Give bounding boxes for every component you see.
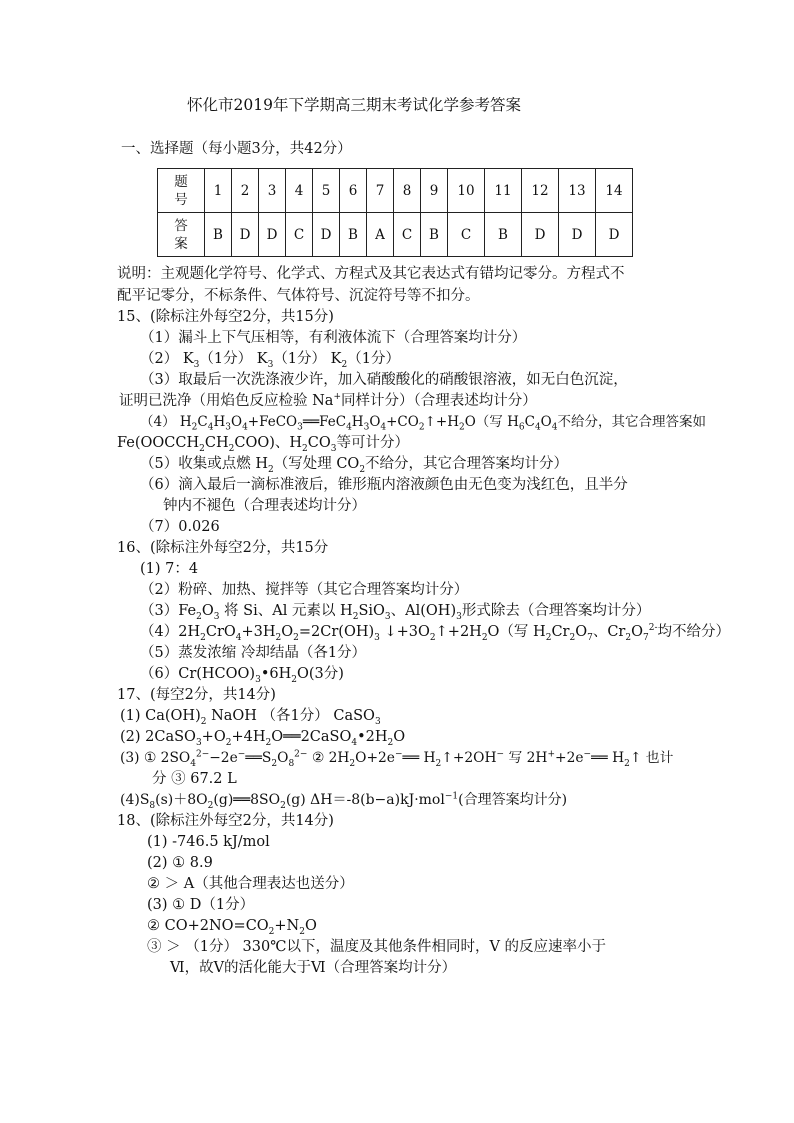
table-cell: 6 [340, 169, 367, 213]
table-header-cell: 题 号 [158, 169, 205, 213]
q16-heading: 16、(除标注外每空2分，共15分 [117, 540, 329, 556]
q15-heading: 15、(除标注外每空2分，共15分) [117, 309, 334, 325]
q16-answer-2: （2）粉碎、加热、搅拌等（其它合理答案均计分） [140, 582, 469, 598]
table-cell: D [313, 213, 340, 257]
table-cell: D [259, 213, 286, 257]
table-row-numbers [158, 169, 633, 213]
table-cell: 5 [313, 169, 340, 213]
q15-answer-4-cont: $Fe(OOCCH_2CH_2COO)$、$H_2CO_3$等可计分） [117, 435, 409, 454]
q16-answer-4: $(4)2H_2CrO_4+3H_2O_2=2Cr(OH)_3$ $↓+3O_2↑+2H_2O$（写 $H_2Cr_2O_7$、$Cr_2O_7^{2-}$均不给分） [140, 623, 730, 643]
table-cell: 11 [485, 169, 522, 213]
note-line: 配平记零分，不标条件、气体符号、沉淀符号等不扣分。 [117, 288, 480, 304]
table-cell: A [367, 213, 394, 257]
q15-answer-7: （7）0.026 [140, 519, 220, 535]
page-title: 怀化市2019年下学期高三期末考试化学参考答案 [187, 96, 521, 114]
q18-answer-3c: ③ ＞ （1分） 330℃以下，温度及其他条件相同时，Ⅴ 的反应速率小于 [147, 939, 607, 955]
table-cell: 3 [259, 169, 286, 213]
table-cell: D [559, 213, 596, 257]
q16-answer-6: $(6)Cr(HCOO)_3•6H_2O(3$分) [140, 666, 344, 685]
table-cell: 14 [596, 169, 633, 213]
table-cell: C [286, 213, 313, 257]
q18-answer-3c-cont: Ⅵ，故Ⅴ的活化能大于Ⅵ（合理答案均计分） [170, 960, 457, 976]
note-line: 说明：主观题化学符号、化学式、方程式及其它表达式有错均记零分。方程式不 [117, 266, 625, 282]
section-choice-heading: 一、选择题（每小题3分，共42分） [121, 141, 352, 157]
q17-answer-3-cont: 分 ③ 67.2 L [152, 771, 237, 787]
table-cell: 9 [421, 169, 448, 213]
q17-answer-4: $(4)S_8(s)+8O_2(g)══8SO_2(g)$ ΔH＝-8(b−a)kJ·mol$^{-1}$(合理答案均计分) [120, 791, 568, 811]
q15-answer-3-cont: 证明已洗净（用焰色反应检验 Na+同样计分）（合理表述均计分） [119, 392, 537, 409]
table-cell: B [205, 213, 232, 257]
q16-answer-3: $(3)Fe_2O_3$ 将 Si、Al 元素以 $H_2SiO_3$、$Al(OH)_3$形式除去（合理答案均计分） [140, 603, 651, 622]
table-cell: 7 [367, 169, 394, 213]
q15-answer-3: （3）取最后一次洗涤液少许，加入硝酸酸化的硝酸银溶液，如无白色沉淀， [140, 372, 628, 388]
table-cell: 12 [522, 169, 559, 213]
table-cell: 2 [232, 169, 259, 213]
table-header-cell: 答 案 [158, 213, 205, 257]
q17-answer-1: (1) $Ca(OH)_2$ NaOH （各1分） CaSO$_3$ [120, 708, 381, 727]
q15-answer-2: （2） $K_3(1$分） $K_3(1$分） $K_2(1$分） [140, 351, 400, 370]
table-cell: 8 [394, 169, 421, 213]
table-cell: B [485, 213, 522, 257]
q15-answer-1: （1）漏斗上下气压相等，有利液体流下（合理答案均计分） [140, 330, 527, 346]
q18-answer-1: (1) -746.5 kJ/mol [147, 834, 270, 850]
answer-table [157, 168, 633, 257]
q16-answer-5: （5）蒸发浓缩 冷却结晶（各1分） [140, 645, 367, 661]
q17-answer-3: (3) ① $2SO_4^{2-}-2e^-══S_2O_8^{2-}$ ② $2H_2O+2e^-══$ $H_2↑+2OH^-$ 写 2H++2e−══ $H_2↑$ 也计 [120, 749, 674, 769]
table-row-answers [158, 213, 633, 257]
q15-answer-6-cont: 钟内不褪色（合理表述均计分） [163, 498, 366, 514]
q15-answer-5: （5）收集或点燃 $H_2$（写处理 $CO_2$不给分，其它合理答案均计分） [140, 456, 569, 475]
q18-answer-3: (3) ① D（1分） [147, 897, 255, 913]
q17-heading: 17、(每空2分，共14分) [117, 687, 276, 703]
q17-answer-2: (2) $2CaSO_3+O_2+4H_2O══2CaSO_4•2H_2O$ [120, 729, 406, 748]
q15-answer-6: （6）滴入最后一滴标准液后，锥形瓶内溶液颜色由无色变为浅红色，且半分 [140, 477, 628, 493]
table-cell: 13 [559, 169, 596, 213]
q18-answer-3b: ② $CO+2NO=CO_2+N_2O$ [147, 918, 317, 937]
table-cell: D [596, 213, 633, 257]
q18-heading: 18、(除标注外每空2分，共14分) [117, 813, 334, 829]
table-cell: D [232, 213, 259, 257]
q18-answer-2: (2) ① 8.9 [147, 855, 213, 871]
table-cell: 1 [205, 169, 232, 213]
table-cell: B [421, 213, 448, 257]
table-cell: B [340, 213, 367, 257]
table-cell: D [522, 213, 559, 257]
table-cell: C [394, 213, 421, 257]
table-cell: 4 [286, 169, 313, 213]
q15-answer-4: （4） $H_2C_4H_3O_4+FeCO_3══FeC_4H_3O_4+CO_2↑+H_2O$（写 $H_6C_4O_4$不给分，其它合理答案如 [140, 414, 706, 433]
table-cell: C [448, 213, 485, 257]
q16-answer-1: (1) 7：4 [140, 561, 199, 577]
table-cell: 10 [448, 169, 485, 213]
q18-answer-2b: ② ＞ A（其他合理表达也送分） [147, 876, 354, 892]
